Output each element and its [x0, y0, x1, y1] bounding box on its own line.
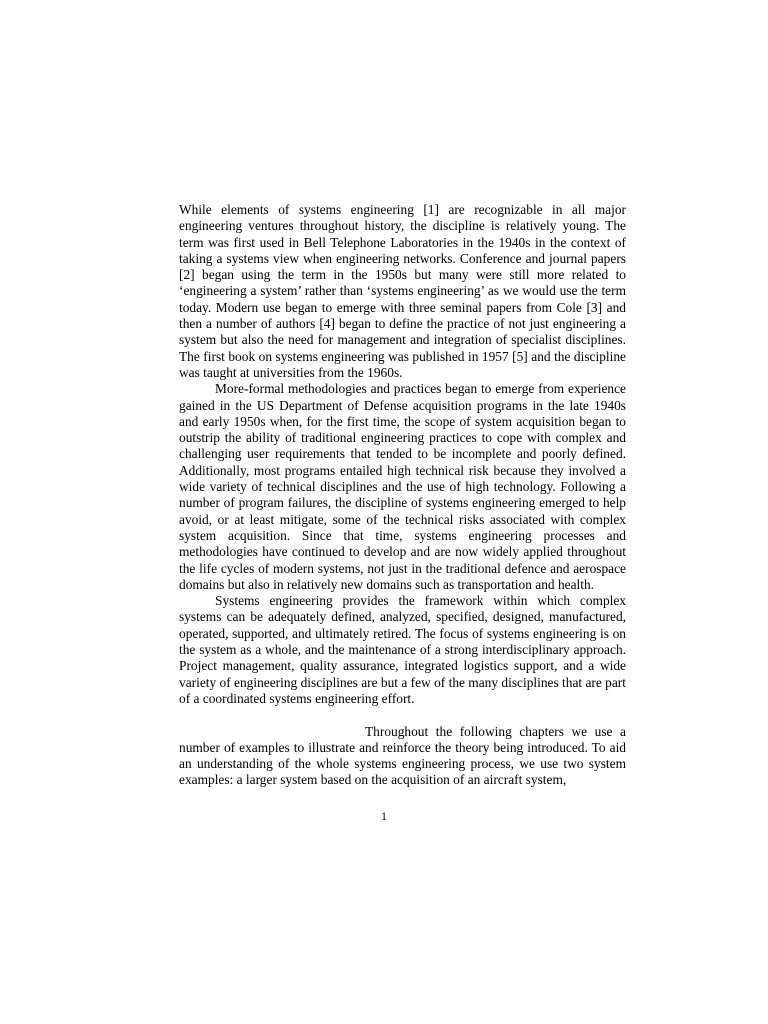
paragraph-framework: Systems engineering provides the framework within which complex systems can be adequately defined, analyzed, specified, designed, manufactured, operated, supported, and ultimately retired. The focus of systems engineering is on the system as a whole, and the maintenance of a strong interdisciplinary approach. Project management, quality assurance, integrated logistics support, and a wide variety of engineering disciplines are but a few of the many disciplines that are part of a coordinated systems engineering effort.: [179, 593, 626, 706]
paragraph-history: While elements of systems engineering [1] are recognizable in all major engineering ventures throughout history, the discipline is relatively young. The term was first used in Bell Telephone Laboratories in the 1940s in the context of taking a systems view when engineering networks. Conference and journal papers [2] began using the term in the 1950s but many were still more related to ‘engineering a system’ rather than ‘systems engineering’ as we would use the term today. Modern use began to emerge with three seminal papers from Cole [3] and then a number of authors [4] began to define the practice of not just engineering a system but also the need for management and integration of specialist disciplines. The first book on systems engineering was published in 1957 [5] and the discipline was taught at universities from the 1960s.: [179, 202, 626, 380]
body-text: [179, 202, 626, 789]
paragraph-examples: Throughout the following chapters we use a number of examples to illustrate and reinforce the theory being introduced. To aid an understanding of the whole systems engineering process, we use two system examples: a larger system based on the acquisition of an aircraft system,: [179, 723, 626, 788]
paragraph-methodologies: More-formal methodologies and practices began to emerge from experience gained in the US Department of Defense acquisition programs in the late 1940s and early 1950s when, for the first time, the scope of system acquisition began to outstrip the ability of traditional engineering practices to cope with complex and challenging user requirements that tended to be incomplete and poorly defined. Additionally, most programs entailed high technical risk because they involved a wide variety of technical disciplines and the use of high technology. Following a number of program failures, the discipline of systems engineering emerged to help avoid, or at least mitigate, some of the technical risks associated with complex system acquisition. Since that time, systems engineering processes and methodologies have continued to develop and are now widely applied throughout the life cycles of modern systems, not just in the traditional defence and aerospace domains but also in relatively new domains such as transportation and health.: [179, 381, 626, 592]
page-number: 1: [381, 809, 387, 823]
